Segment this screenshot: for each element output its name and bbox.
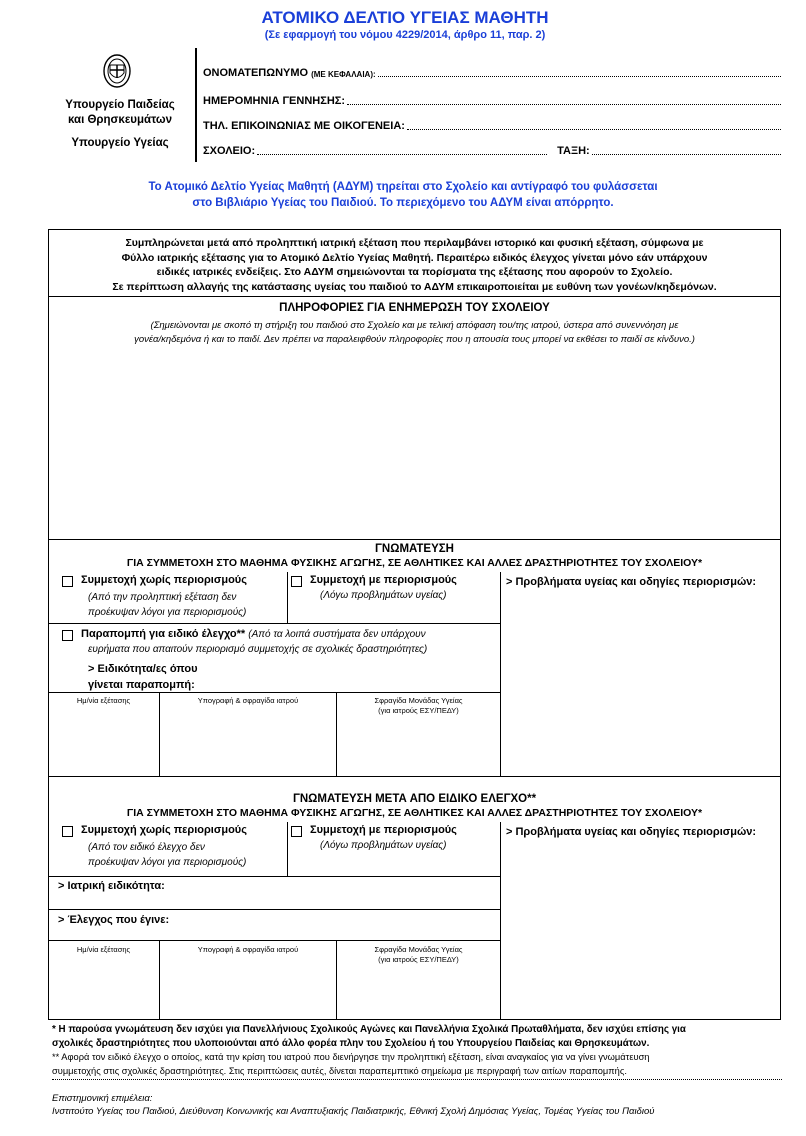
opinion2-check-label[interactable]: > Έλεγχος που έγινε: bbox=[58, 914, 170, 926]
birth-field-row bbox=[203, 95, 781, 107]
opinion2-limited-note: (Λόγω προβλημάτων υγείας) bbox=[320, 840, 447, 851]
form-frame bbox=[48, 229, 781, 1020]
opinion1-sig-doctor[interactable]: Υπογραφή & σφραγίδα ιατρού bbox=[197, 696, 299, 705]
phone-label: ΤΗΛ. ΕΠΙΚΟΙΝΩΝΙΑΣ ΜΕ ΟΙΚΟΓΕΝΕΙΑ: bbox=[203, 120, 405, 132]
opinion1-limited-option[interactable]: Συμμετοχή με περιορισμούς bbox=[291, 574, 457, 587]
divider bbox=[48, 876, 501, 877]
divider bbox=[287, 822, 288, 877]
opinion1-referral-option[interactable]: Παραπομπή για ειδικό έλεγχο** (Από τα λοιπά συστήματα δεν υπάρχουν bbox=[62, 628, 426, 641]
birth-input[interactable] bbox=[347, 104, 781, 105]
opinion1-problems-label: > Προβλήματα υγείας και οδηγίες περιορισμών: bbox=[506, 576, 757, 588]
divider bbox=[500, 822, 501, 1020]
opinion2-sig-doctor[interactable]: Υπογραφή & σφραγίδα ιατρού bbox=[197, 945, 299, 954]
opinion2-sig-unit[interactable]: Σφραγίδα Μονάδας Υγείας (για ιατρούς ΕΣΥ/ΠΕΔΥ) bbox=[374, 945, 463, 964]
name-note: (ΜΕ ΚΕΦΑΛΑΙΑ): bbox=[311, 70, 376, 79]
opinion2-free-note: (Από τον ειδικό έλεγχο δεν προέκυψαν λόγοι για περιορισμούς) bbox=[88, 842, 247, 868]
phone-field-row bbox=[203, 120, 781, 132]
school-label: ΣΧΟΛΕΙΟ: bbox=[203, 145, 256, 157]
opinion2-problems-label: > Προβλήματα υγείας και οδηγίες περιορισμών: bbox=[506, 826, 757, 838]
form-title: ΑΤΟΜΙΚΟ ΔΕΛΤΙΟ ΥΓΕΙΑΣ ΜΑΘΗΤΗ bbox=[261, 8, 549, 27]
header-divider bbox=[195, 48, 197, 162]
info-title: ΠΛΗΡΟΦΟΡΙΕΣ ΓΙΑ ΕΝΗΜΕΡΩΣΗ ΤΟΥ ΣΧΟΛΕΙΟΥ bbox=[279, 302, 550, 314]
checkbox[interactable] bbox=[62, 826, 73, 837]
divider bbox=[48, 539, 781, 540]
divider bbox=[48, 692, 501, 693]
school-input[interactable] bbox=[257, 154, 547, 155]
opinion2-limited-option[interactable]: Συμμετοχή με περιορισμούς bbox=[291, 824, 457, 837]
phone-input[interactable] bbox=[407, 129, 781, 130]
name-label: ΟΝΟΜΑΤΕΠΩΝΥΜΟ bbox=[203, 67, 309, 79]
opinion1-referral-note: ευρήματα που απαιτούν περιορισμό συμμετοχής σε σχολικές δραστηριότητες) bbox=[88, 644, 428, 655]
footnote-divider bbox=[52, 1079, 782, 1080]
privacy-notice: Το Ατομικό Δελτίο Υγείας Μαθητή (ΑΔΥΜ) τηρείται στο Σχολείο και αντίγραφό του φυλάσσεται στο Βιβλιάριο Υγείας του Παιδιού. Το περιεχόμενο του ΑΔΥΜ είναι απόρρητο. bbox=[148, 181, 658, 209]
footnote-star2: ** Αφορά τον ειδικό έλεγχο ο οποίος, κατά την κρίση του ιατρού που διενήργησε την προληπτική εξέταση, είναι αναγκαίος για να γίνει γνωμάτευση συμμετοχής στις σχολικές δραστηριότητες. Στις περιπτώσεις αυτές, δίνεται παραπεμπτικό σημείωμα με περιγραφή των αιτίων παραπομπής. bbox=[52, 1052, 650, 1076]
footnote-star1: * Η παρούσα γνωμάτευση δεν ισχύει για Πανελλήνιους Σχολικούς Αγώνες και Πανελλήνια Σχολικά Πρωταθλήματα, δεν ισχύει επίσης για σχολικές δραστηριότητες που υλοποιούνται από άλλο φορέα πλην του Σχολείου ή του Υπουργείου Παιδείας και Θρησκευμάτων. bbox=[52, 1024, 686, 1049]
birth-label: ΗΜΕΡΟΜΗΝΙΑ ΓΕΝΝΗΣΗΣ: bbox=[203, 95, 346, 107]
opinion2-free-option[interactable]: Συμμετοχή χωρίς περιορισμούς bbox=[62, 824, 247, 837]
divider bbox=[48, 909, 501, 910]
divider bbox=[48, 623, 501, 624]
opinion1-free-option[interactable]: Συμμετοχή χωρίς περιορισμούς bbox=[62, 574, 247, 587]
opinion1-free-note: (Από την προληπτική εξέταση δεν προέκυψαν λόγοι για περιορισμούς) bbox=[88, 592, 247, 618]
scientific-text: Ινστιτούτο Υγείας του Παιδιού, Διεύθυνση Κοινωνικής και Αναπτυξιακής Παιδιατρικής, Εθνική Σχολή Δημόσιας Υγείας, Τομέας Υγείας του Παιδιού bbox=[52, 1106, 655, 1117]
opinion2-sig-date[interactable]: Ημ/νία εξέτασης bbox=[76, 945, 131, 954]
ministry-education: Υπουργείο Παιδείας και Θρησκευμάτων bbox=[65, 99, 175, 126]
opinion1-subtitle: ΓΙΑ ΣΥΜΜΕΤΟΧΗ ΣΤΟ ΜΑΘΗΜΑ ΦΥΣΙΚΗΣ ΑΓΩΓΗΣ, ΣΕ ΑΘΛΗΤΙΚΕΣ ΚΑΙ ΑΛΛΕΣ ΔΡΑΣΤΗΡΙΟΤΗΤΕΣ ΤΟΥ ΣΧΟΛΕΙΟΥ* bbox=[126, 557, 703, 569]
greek-emblem-icon bbox=[102, 53, 132, 89]
form-subtitle: (Σε εφαρμογή του νόμου 4229/2014, άρθρο 11, παρ. 2) bbox=[264, 29, 546, 41]
intro-text: Συμπληρώνεται μετά από προληπτική ιατρική εξέταση που περιλαμβάνει ιστορικό και φυσική εξέταση, σύμφωνα με Φύλλο ιατρικής εξέτασης για το Ατομικό Δελτίο Υγείας Μαθητή. Περαιτέρω ειδικός έλεγχος γίνεται μόνο εάν υπάρχουν ειδικές ιατρικές ενδείξεις. Στο ΑΔΥΜ σημειώνονται τα πορίσματα της εξέτασης που αφορούν το Σχολείο. Σε περίπτωση αλλαγής της κατάστασης υγείας του παιδιού το ΑΔΥΜ επικαιροποιείται με ευθύνη των γονέων/κηδεμόνων. bbox=[112, 237, 717, 293]
opinion2-subtitle: ΓΙΑ ΣΥΜΜΕΤΟΧΗ ΣΤΟ ΜΑΘΗΜΑ ΦΥΣΙΚΗΣ ΑΓΩΓΗΣ, ΣΕ ΑΘΛΗΤΙΚΕΣ ΚΑΙ ΑΛΛΕΣ ΔΡΑΣΤΗΡΙΟΤΗΤΕΣ ΤΟΥ ΣΧΟΛΕΙΟΥ* bbox=[126, 807, 703, 819]
divider bbox=[48, 940, 501, 941]
school-field-row bbox=[203, 145, 781, 157]
opinion1-specialty-label: > Ειδικότητα/ες όπου γίνεται παραπομπή: bbox=[88, 663, 198, 691]
divider bbox=[287, 572, 288, 624]
divider bbox=[48, 296, 781, 297]
scientific-label: Επιστημονική επιμέλεια: bbox=[52, 1093, 153, 1104]
opinion1-title: ΓΝΩΜΑΤΕΥΣΗ bbox=[375, 543, 454, 555]
checkbox[interactable] bbox=[62, 576, 73, 587]
opinion1-sig-unit[interactable]: Σφραγίδα Μονάδας Υγείας (για ιατρούς ΕΣΥ/ΠΕΔΥ) bbox=[374, 696, 463, 715]
info-note: (Σημειώνονται με σκοπό τη στήριξη του παιδιού στο Σχολείο και με τελική απόφαση του/της ιατρού, ύστερα από συνεννόηση με γονέα/κηδεμόνα ή και το παιδί. Δεν πρέπει να παραλειφθούν πληροφορίες που η απουσία τους μπορεί να εκθέσει το παιδί σε κίνδυνο.) bbox=[134, 320, 695, 345]
checkbox[interactable] bbox=[62, 630, 73, 641]
name-field-row bbox=[203, 67, 781, 79]
checkbox[interactable] bbox=[291, 826, 302, 837]
checkbox[interactable] bbox=[291, 576, 302, 587]
class-input[interactable] bbox=[592, 154, 781, 155]
opinion2-title: ΓΝΩΜΑΤΕΥΣΗ ΜΕΤΑ ΑΠΟ ΕΙΔΙΚΟ ΕΛΕΓΧΟ** bbox=[292, 793, 537, 805]
divider bbox=[500, 572, 501, 776]
class-label: ΤΑΞΗ: bbox=[557, 145, 590, 157]
ministry-health: Υπουργείο Υγείας bbox=[71, 137, 169, 149]
name-input[interactable] bbox=[378, 76, 781, 77]
divider bbox=[48, 776, 781, 777]
opinion2-specialty-label[interactable]: > Ιατρική ειδικότητα: bbox=[58, 880, 165, 892]
opinion1-sig-date[interactable]: Ημ/νία εξέτασης bbox=[76, 696, 131, 705]
info-textarea[interactable] bbox=[50, 360, 779, 538]
opinion1-limited-note: (Λόγω προβλημάτων υγείας) bbox=[320, 590, 447, 601]
